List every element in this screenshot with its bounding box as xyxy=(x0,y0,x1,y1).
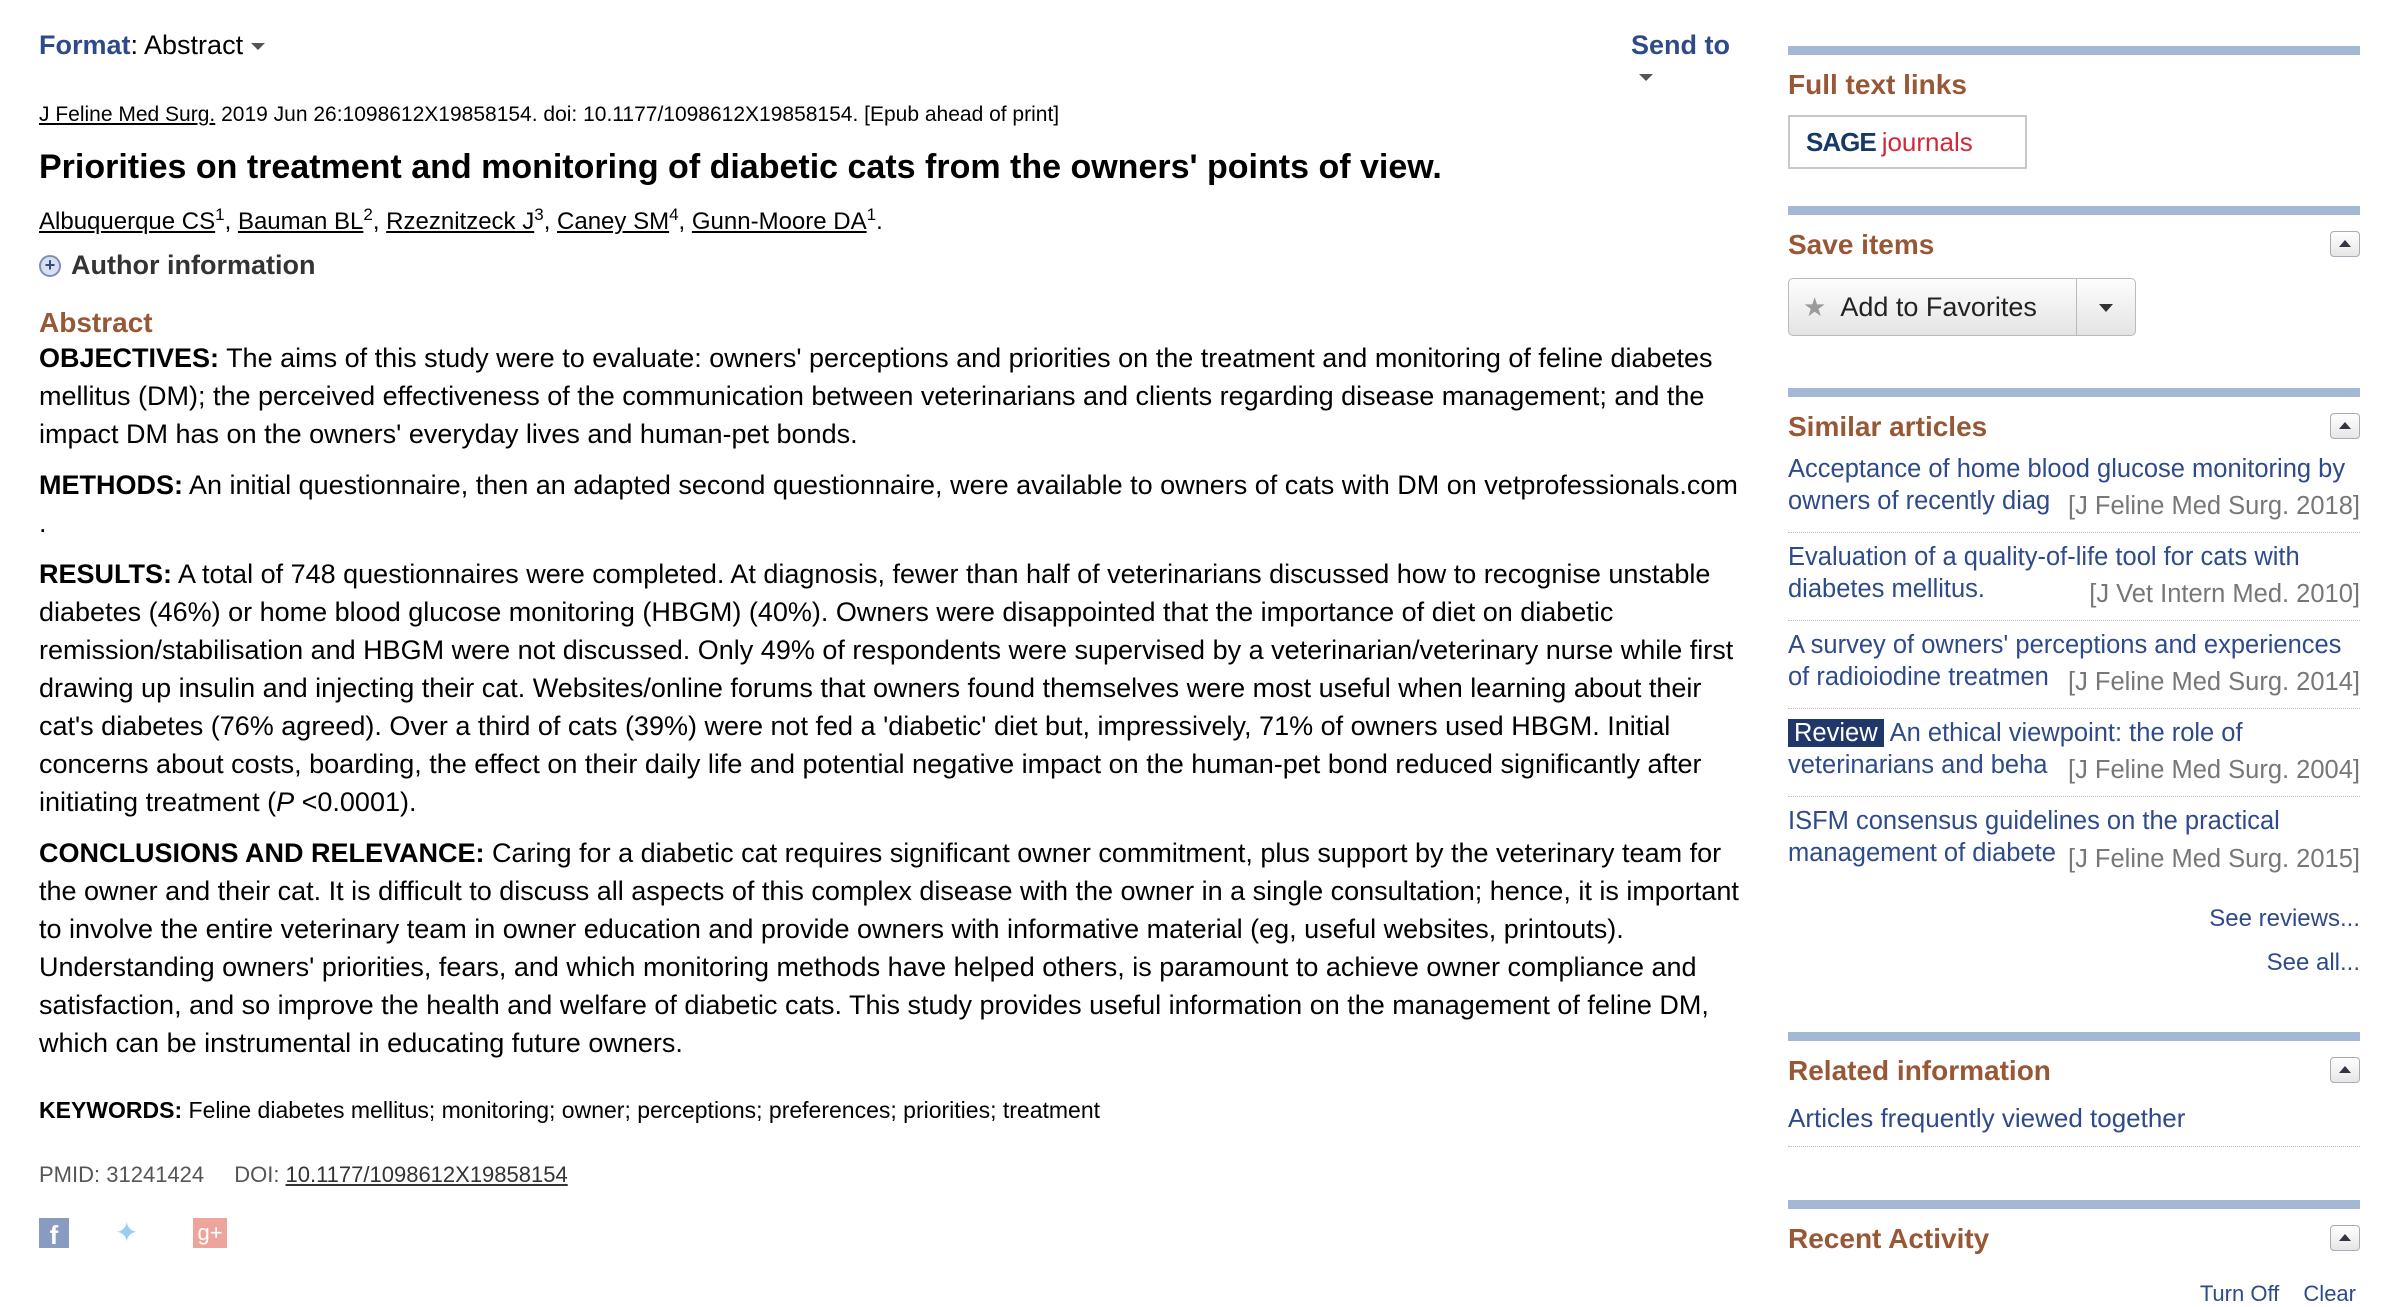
author-affiliation[interactable]: 1 xyxy=(866,205,877,224)
expand-plus-icon[interactable]: + xyxy=(39,255,61,277)
section-label: METHODS: xyxy=(39,470,183,500)
format-caret-icon[interactable] xyxy=(251,43,265,50)
abstract-results xyxy=(39,555,1739,821)
similar-articles-portlet xyxy=(1788,388,2360,977)
pmid-value: 31241424 xyxy=(106,1162,205,1187)
author-link[interactable]: Gunn-Moore DA xyxy=(691,208,867,235)
author-information-label: Author information xyxy=(71,250,316,280)
facebook-icon[interactable]: f xyxy=(39,1218,69,1248)
add-to-favorites-button[interactable] xyxy=(1788,278,2136,336)
author-affiliation[interactable]: 2 xyxy=(363,205,373,224)
social-share xyxy=(39,1218,1739,1248)
recent-activity-title: Recent Activity xyxy=(1788,1223,1990,1254)
format-label: Format xyxy=(39,30,131,60)
abstract-methods xyxy=(39,466,1739,542)
author-link[interactable]: Albuquerque CS xyxy=(39,208,216,235)
keywords xyxy=(39,1097,1739,1124)
similar-article-item[interactable] xyxy=(1788,445,2360,533)
save-items-title: Save items xyxy=(1788,229,1935,260)
add-to-favorites-main[interactable] xyxy=(1789,279,2077,335)
send-to-label: Send to xyxy=(1631,30,1730,60)
journal-link[interactable]: J Feline Med Surg. xyxy=(39,103,216,126)
article-ids xyxy=(39,1162,1739,1188)
sage-journals-link[interactable] xyxy=(1788,115,2027,169)
send-to-caret-icon xyxy=(1639,74,1653,81)
section-label: CONCLUSIONS AND RELEVANCE: xyxy=(39,838,485,868)
similar-article-item[interactable] xyxy=(1788,709,2360,797)
similar-article-title[interactable]: ISFM consensus guidelines on the practical management of diabete xyxy=(1788,807,2280,867)
similar-article-title[interactable]: An ethical viewpoint: the role of veterinarians and beha xyxy=(1788,719,2243,779)
recent-activity-heading xyxy=(1788,1223,2360,1257)
similar-article-item[interactable] xyxy=(1788,533,2360,621)
author-list: Albuquerque $CS^1$, Bauman $BL^2$, Rzeznitzeck $J^3$, Caney $SM^4$, Gunn-Moore $DA^1$. xyxy=(39,205,883,235)
recent-activity-portlet xyxy=(1788,1200,2360,1306)
collapse-toggle-icon[interactable] xyxy=(2330,1057,2360,1083)
author-link[interactable]: Caney SM xyxy=(557,208,670,235)
google-plus-icon[interactable]: g+ xyxy=(193,1218,227,1248)
similar-article-item[interactable] xyxy=(1788,797,2360,885)
save-items-heading xyxy=(1788,229,2360,263)
section-label: RESULTS: xyxy=(39,559,172,589)
section-text: Caring for a diabetic cat requires significant owner commitment, plus support by the veterinary team for the owner and their cat. It is difficult to discuss all aspects of this complex disease with the owner in a single consultation; hence, it is important to involve the entire veterinary team in owner education and provide owners with informative material (eg, useful websites, printouts). Understanding owners' priorities, fears, and which monitoring methods have helped others, is paramount to achieve owner compliance and satisfaction, and so improve the health and welfare of diabetic cats. This study provides useful information on the management of feline DM, which can be instrumental in educating future owners. xyxy=(39,838,1739,1058)
keywords-label: KEYWORDS: xyxy=(39,1097,183,1123)
similar-article-title[interactable]: Evaluation of a quality-of-life tool for cats with diabetes mellitus. xyxy=(1788,543,2300,603)
section-text: An initial questionnaire, then an adapted second questionnaire, were available to owners of cats with DM on vetprofessionals.com . xyxy=(39,470,1738,538)
collapse-toggle-icon[interactable] xyxy=(2330,231,2360,257)
author-information-toggle[interactable] xyxy=(39,250,1739,281)
collapse-toggle-icon[interactable] xyxy=(2330,1225,2360,1251)
related-information-title: Related information xyxy=(1788,1055,2051,1086)
similar-articles-heading xyxy=(1788,411,2360,445)
see-reviews-link[interactable]: See reviews... xyxy=(2209,905,2360,932)
section-text-tail: <0.0001). xyxy=(294,787,417,817)
clear-link[interactable]: Clear xyxy=(2303,1281,2356,1306)
related-articles-link[interactable]: Articles frequently viewed together xyxy=(1788,1103,2360,1147)
recent-activity-controls xyxy=(2200,1281,2356,1307)
similar-article-source: [J Feline Med Surg. 2004] xyxy=(2060,754,2360,786)
author-link[interactable]: Rzeznitzeck J xyxy=(386,208,535,235)
send-to-button[interactable] xyxy=(1631,30,1739,92)
citation xyxy=(39,103,1739,127)
related-information-heading xyxy=(1788,1055,2360,1089)
similar-article-item[interactable] xyxy=(1788,621,2360,709)
section-text: A total of 748 questionnaires were completed. At diagnosis, fewer than half of veterinarians discussed how to recognise unstable diabetes (46%) or home blood glucose monitoring (HBGM) (40%). Owners were disappointed that the importance of diet on diabetic remission/stabilisation and HBGM were not discussed. Only 49% of respondents were supervised by a veterinarian/veterinary nurse while first drawing up insulin and injecting their cat. Websites/online forums that owners found themselves were most useful when learning about their cat's diabetes (76% agreed). Over a third of cats (39%) were not fed a 'diabetic' diet but, impressively, 71% of owners used HBGM. Initial concerns about costs, boarding, the effect on their daily life and potential negative impact on the human-pet bond reduced significantly after initiating treatment ( xyxy=(39,559,1734,817)
p-value-symbol: P xyxy=(276,787,295,817)
star-icon: ★ xyxy=(1803,291,1827,322)
similar-article-source: [J Feline Med Surg. 2014] xyxy=(2060,666,2360,698)
section-text: The aims of this study were to evaluate: owners' perceptions and priorities on the treatment and monitoring of feline diabetes mellitus (DM); the perceived effectiveness of the communication between veterinarians and clients regarding disease management; and the impact DM has on the owners' everyday lives and human-pet bonds. xyxy=(39,343,1713,449)
doi-label: DOI: xyxy=(234,1162,280,1187)
abstract-objectives xyxy=(39,339,1739,453)
full-text-links-portlet xyxy=(1788,46,2360,169)
keywords-text: Feline diabetes mellitus; monitoring; owner; perceptions; preferences; priorities; treatment xyxy=(188,1097,1101,1123)
sage-logo-text: SAGE xyxy=(1806,126,1876,157)
twitter-icon[interactable]: ✦ xyxy=(115,1217,139,1248)
toolbar: Format: Abstract Send to xyxy=(39,30,1739,66)
abstract-body xyxy=(39,339,1739,1062)
review-badge: Review xyxy=(1788,719,1884,747)
similar-article-source: [J Feline Med Surg. 2015] xyxy=(2060,843,2360,875)
similar-articles-title: Similar articles xyxy=(1788,411,1988,442)
similar-article-source: [J Feline Med Surg. 2018] xyxy=(2060,490,2360,522)
similar-article-source: [J Vet Intern Med. 2010] xyxy=(2081,578,2360,610)
abstract-conclusions xyxy=(39,834,1739,1062)
article-title: Priorities on treatment and monitoring of diabetic cats from the owners' points of view. xyxy=(39,148,1442,186)
author-affiliation[interactable]: 4 xyxy=(669,205,679,224)
save-items-portlet xyxy=(1788,206,2360,336)
doi-link[interactable]: 10.1177/1098612X19858154 xyxy=(285,1162,568,1187)
collapse-toggle-icon[interactable] xyxy=(2330,413,2360,439)
favorites-dropdown-arrow-icon[interactable] xyxy=(2077,279,2135,335)
format-dropdown[interactable]: Abstract xyxy=(144,30,244,60)
citation-details: 2019 Jun 26:1098612X19858154. doi: 10.1177/1098612X19858154. [Epub ahead of print] xyxy=(221,103,1060,126)
related-information-portlet xyxy=(1788,1032,2360,1147)
main-content xyxy=(39,30,1739,1248)
pmid-label: PMID: xyxy=(39,1162,101,1187)
section-label: OBJECTIVES: xyxy=(39,343,220,373)
full-text-links-heading: Full text links xyxy=(1788,69,1967,100)
author-link[interactable]: Bauman BL xyxy=(237,208,364,235)
similar-article-title[interactable]: A survey of owners' perceptions and experiences of radioiodine treatmen xyxy=(1788,631,2342,691)
see-all-link[interactable]: See all... xyxy=(2266,949,2360,976)
journals-logo-text: journals xyxy=(1881,126,1973,157)
author-affiliation[interactable]: 1 xyxy=(215,205,225,224)
turn-off-link[interactable]: Turn Off xyxy=(2199,1281,2280,1306)
similar-article-title[interactable]: Acceptance of home blood glucose monitoring by owners of recently diag xyxy=(1788,455,2346,515)
author-affiliation[interactable]: 3 xyxy=(534,205,544,224)
abstract-heading: Abstract xyxy=(39,307,153,338)
add-to-favorites-label: Add to Favorites xyxy=(1840,291,2037,322)
